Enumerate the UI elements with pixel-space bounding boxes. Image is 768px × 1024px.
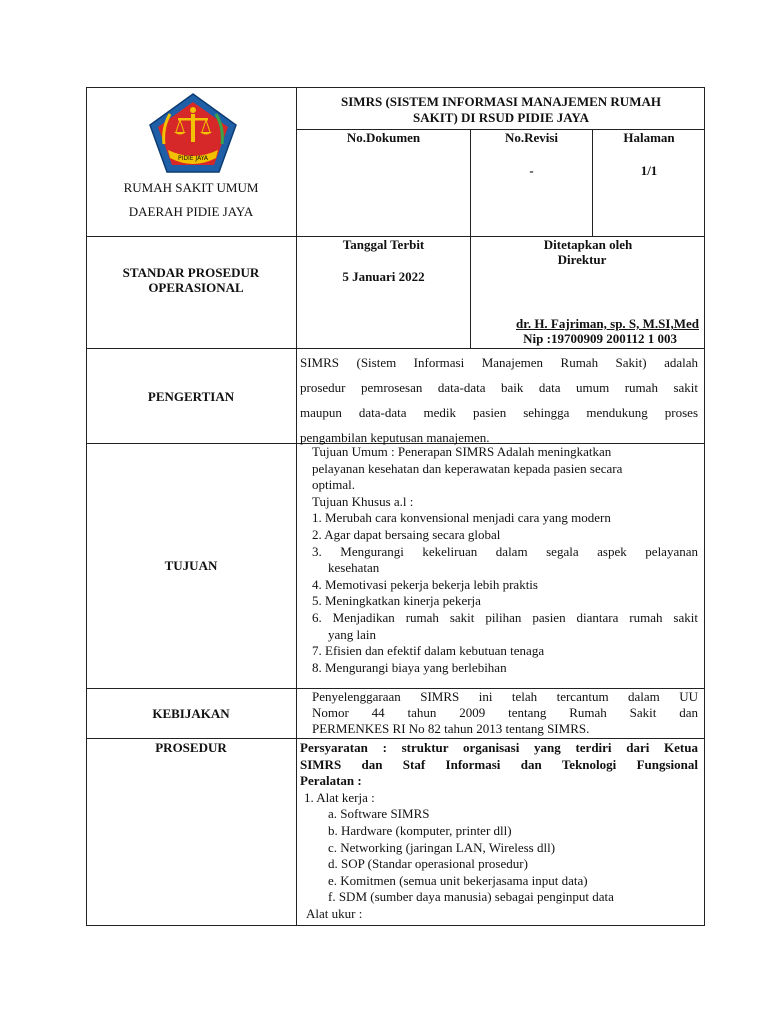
- kebijakan-text: [300, 689, 698, 737]
- kebijakan-line: PERMENKES RI No 82 tahun 2013 tentang SIMRS.: [312, 721, 590, 736]
- director-nip: Nip :19700909 200112 1 003: [523, 331, 677, 346]
- kebijakan-label: KEBIJAKAN: [152, 706, 230, 721]
- no-revisi-label: No.Revisi: [504, 130, 559, 145]
- row-divider-sop: [86, 348, 705, 349]
- tujuan-item: 1. Merubah cara konvensional menjadi cara yang modern: [312, 510, 611, 526]
- alat-kerja-item: d. SOP (Standar operasional prosedur): [328, 856, 528, 872]
- kebijakan-line: Penyelenggaraan SIMRS ini telah tercantum dalam UU: [312, 689, 698, 704]
- logo-text: PIDIE JAYA: [177, 155, 209, 162]
- halaman-label: Halaman: [623, 130, 675, 145]
- tanggal-terbit-value: 5 Januari 2022: [342, 269, 425, 284]
- pengertian-line: prosedur pemrosesan data-data baik data umum rumah sakit: [300, 380, 698, 395]
- tujuan-item-continued: yang lain: [328, 626, 377, 642]
- tujuan-item: 5. Meningkatkan kinerja pekerja: [312, 593, 481, 609]
- tujuan-item: 6. Menjadikan rumah sakit pilihan pasien diantara rumah sakit: [312, 609, 698, 625]
- alat-kerja-label: 1. Alat kerja :: [304, 789, 375, 805]
- pengertian-line: maupun data-data medik pasien sehingga mendukung proses: [300, 405, 698, 420]
- tanggal-terbit-label: Tanggal Terbit: [342, 237, 425, 252]
- tujuan-item: 3. Mengurangi kekeliruan dalam segala aspek pelayanan: [312, 543, 698, 559]
- alat-ukur-label: Alat ukur :: [306, 905, 363, 921]
- halaman-value: 1/1: [640, 163, 658, 178]
- column-divider-revisi: [470, 129, 471, 236]
- prosedur-text: [300, 740, 698, 923]
- alat-kerja-item: e. Komitmen (semua unit bekerjasama input data): [328, 872, 588, 888]
- alat-kerja-item: a. Software SIMRS: [328, 806, 430, 822]
- hospital-logo: [148, 92, 238, 174]
- tujuan-khusus-label: Tujuan Khusus a.l :: [312, 493, 414, 509]
- tujuan-item: 4. Memotivasi pekerja bekerja lebih praktis: [312, 576, 538, 592]
- pengertian-text: [300, 352, 698, 449]
- pengertian-label: PENGERTIAN: [147, 389, 235, 404]
- ditetapkan-line2: Direktur: [557, 252, 607, 267]
- no-dokumen-label: No.Dokumen: [346, 130, 421, 145]
- hospital-name: [86, 180, 296, 220]
- tujuan-text: [300, 444, 698, 676]
- pengertian-line: pengambilan keputusan manajemen.: [300, 430, 490, 445]
- persyaratan-line: Persyaratan : struktur organisasi yang terdiri dari Ketua: [300, 740, 698, 755]
- tujuan-umum-line: pelayanan kesehatan dan keperawatan kepada pasien secara: [312, 460, 623, 476]
- row-divider-kebijakan: [86, 738, 705, 739]
- kebijakan-line: Nomor 44 tahun 2009 tentang Rumah Sakit dan: [312, 705, 698, 720]
- peralatan-label: Peralatan :: [300, 773, 362, 789]
- alat-kerja-item: f. SDM (sumber daya manusia) sebagai penginput data: [328, 889, 614, 905]
- hospital-name-line1: RUMAH SAKIT UMUM: [123, 180, 259, 195]
- sop-title-line1: STANDAR PROSEDUR: [122, 265, 260, 280]
- tujuan-item: 2. Agar dapat bersaing secara global: [312, 526, 501, 542]
- column-divider-main: [296, 87, 297, 926]
- director-name: dr. H. Fajriman, sp. S, M.SI,Med: [516, 316, 699, 331]
- tujuan-item: 7. Efisien dan efektif dalam kebutuan tenaga: [312, 643, 545, 659]
- alat-kerja-item: b. Hardware (komputer, printer dll): [328, 822, 512, 838]
- director-signature: [471, 316, 705, 346]
- ditetapkan-line1: Ditetapkan oleh: [543, 237, 633, 252]
- column-divider-halaman: [592, 129, 593, 236]
- no-revisi-value: -: [529, 163, 534, 178]
- prosedur-label: PROSEDUR: [155, 740, 227, 755]
- persyaratan-line: SIMRS dan Staf Informasi dan Teknologi Fungsional: [300, 756, 698, 772]
- alat-kerja-item: c. Networking (jaringan LAN, Wireless dll): [328, 839, 556, 855]
- tujuan-item-continued: kesehatan: [328, 560, 380, 576]
- ditetapkan-label: [471, 237, 705, 267]
- sop-title: [86, 265, 296, 295]
- sop-title-line2: OPERASIONAL: [148, 280, 244, 295]
- hospital-name-line2: DAERAH PIDIE JAYA: [128, 204, 254, 219]
- system-title: SIMRS (SISTEM INFORMASI MANAJEMEN RUMAH SAKIT) DI RSUD PIDIE JAYA: [341, 94, 661, 125]
- tujuan-umum-line: optimal.: [312, 477, 355, 493]
- tujuan-label: TUJUAN: [164, 558, 218, 573]
- tujuan-umum-line: Tujuan Umum : Penerapan SIMRS Adalah meningkatkan: [312, 444, 612, 459]
- pengertian-line: SIMRS (Sistem Informasi Manajemen Rumah Sakit) adalah: [300, 355, 698, 370]
- tujuan-item: 8. Mengurangi biaya yang berlebihan: [312, 659, 507, 675]
